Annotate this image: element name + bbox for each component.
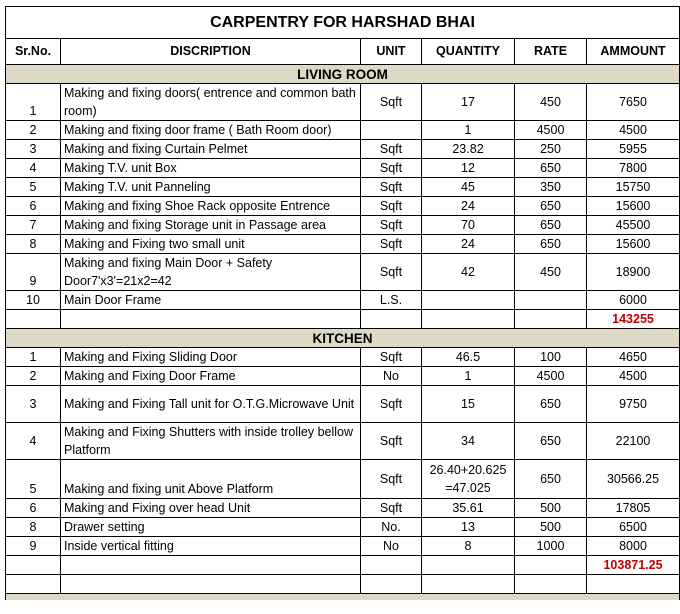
description-cell: Making and fixing door frame ( Bath Room door) xyxy=(61,121,361,140)
unit-cell: No xyxy=(361,537,422,556)
unit-cell: Sqft xyxy=(361,84,422,121)
title-row xyxy=(6,7,680,39)
header-description: DISCRIPTION xyxy=(61,39,361,65)
rate-cell: 650 xyxy=(515,386,587,423)
quantity-cell: 45 xyxy=(422,178,515,197)
description-cell: Making and fixing Main Door + Safety Door7'x3'=21x2=42 xyxy=(61,254,361,291)
header-rate: RATE xyxy=(515,39,587,65)
table-row xyxy=(6,367,680,386)
quantity-cell: 8 xyxy=(422,537,515,556)
amount-cell: 15600 xyxy=(587,197,680,216)
rate-cell: 650 xyxy=(515,235,587,254)
rate-cell: 650 xyxy=(515,423,587,460)
table-row xyxy=(6,216,680,235)
description-cell: Making and fixing Curtain Pelmet xyxy=(61,140,361,159)
rate-cell: 500 xyxy=(515,518,587,537)
rate-cell: 450 xyxy=(515,254,587,291)
description-cell: Drawer setting xyxy=(61,518,361,537)
amount-cell: 15750 xyxy=(587,178,680,197)
sr-cell: 1 xyxy=(6,348,61,367)
quantity-cell: 13 xyxy=(422,518,515,537)
quantity-cell: 42 xyxy=(422,254,515,291)
amount-cell: 4500 xyxy=(587,367,680,386)
description-cell: Inside vertical fitting xyxy=(61,537,361,556)
unit-cell: Sqft xyxy=(361,159,422,178)
table-row xyxy=(6,499,680,518)
sr-cell: 10 xyxy=(6,291,61,310)
table-row xyxy=(6,537,680,556)
sr-cell: 8 xyxy=(6,235,61,254)
sr-cell: 9 xyxy=(6,254,61,291)
description-cell: Making and Fixing Tall unit for O.T.G.Microwave Unit xyxy=(61,386,361,423)
amount-cell: 4500 xyxy=(587,121,680,140)
amount-cell: 5955 xyxy=(587,140,680,159)
sheet-title: CARPENTRY FOR HARSHAD BHAI xyxy=(6,7,680,39)
quantity-cell: 15 xyxy=(422,386,515,423)
unit-cell: Sqft xyxy=(361,197,422,216)
amount-cell: 9750 xyxy=(587,386,680,423)
sr-cell: 6 xyxy=(6,499,61,518)
rate-cell xyxy=(515,291,587,310)
section-living-room xyxy=(6,65,680,84)
amount-cell: 6000 xyxy=(587,291,680,310)
amount-cell: 22100 xyxy=(587,423,680,460)
description-cell: Making and Fixing Shutters with inside trolley bellow Platform xyxy=(61,423,361,460)
rate-cell: 500 xyxy=(515,499,587,518)
header-row xyxy=(6,39,680,65)
sr-cell: 8 xyxy=(6,518,61,537)
header-quantity: QUANTITY xyxy=(422,39,515,65)
kitchen-total-row xyxy=(6,556,680,575)
unit-cell: Sqft xyxy=(361,499,422,518)
table-row xyxy=(6,159,680,178)
unit-cell: Sqft xyxy=(361,216,422,235)
sr-cell: 9 xyxy=(6,537,61,556)
quantity-cell: 24 xyxy=(422,235,515,254)
table-row xyxy=(6,423,680,460)
amount-cell: 6500 xyxy=(587,518,680,537)
sr-cell: 2 xyxy=(6,121,61,140)
sr-cell: 7 xyxy=(6,216,61,235)
quantity-cell: 17 xyxy=(422,84,515,121)
table-row xyxy=(6,84,680,121)
description-cell: Making and Fixing two small unit xyxy=(61,235,361,254)
rate-cell: 450 xyxy=(515,84,587,121)
table-row xyxy=(6,121,680,140)
unit-cell: No. xyxy=(361,518,422,537)
description-cell: Making and fixing Shoe Rack opposite Entrence xyxy=(61,197,361,216)
table-row xyxy=(6,518,680,537)
unit-cell: Sqft xyxy=(361,178,422,197)
amount-cell: 4650 xyxy=(587,348,680,367)
rate-cell: 650 xyxy=(515,460,587,499)
amount-cell: 15600 xyxy=(587,235,680,254)
header-amount: AMMOUNT xyxy=(587,39,680,65)
table-row xyxy=(6,178,680,197)
quantity-cell: 1 xyxy=(422,367,515,386)
table-row xyxy=(6,460,680,499)
table-row xyxy=(6,348,680,367)
kitchen-total: 103871.25 xyxy=(587,556,680,575)
unit-cell: Sqft xyxy=(361,423,422,460)
rate-cell: 250 xyxy=(515,140,587,159)
table-row xyxy=(6,235,680,254)
rate-cell: 100 xyxy=(515,348,587,367)
header-unit: UNIT xyxy=(361,39,422,65)
amount-cell: 8000 xyxy=(587,537,680,556)
description-cell: Making and Fixing Door Frame xyxy=(61,367,361,386)
sr-cell: 2 xyxy=(6,367,61,386)
living-total-row xyxy=(6,310,680,329)
amount-cell: 45500 xyxy=(587,216,680,235)
section-title: KITCHEN xyxy=(6,329,680,348)
table-row xyxy=(6,386,680,423)
sr-cell: 1 xyxy=(6,84,61,121)
living-room-total: 143255 xyxy=(587,310,680,329)
description-cell: Making and Fixing over head Unit xyxy=(61,499,361,518)
quantity-cell: 1 xyxy=(422,121,515,140)
description-cell: Making and fixing unit Above Platform xyxy=(61,460,361,499)
quantity-cell: 12 xyxy=(422,159,515,178)
unit-cell: Sqft xyxy=(361,254,422,291)
unit-cell: Sqft xyxy=(361,235,422,254)
quantity-cell xyxy=(422,291,515,310)
section-kitchen xyxy=(6,329,680,348)
sr-cell: 3 xyxy=(6,386,61,423)
unit-cell: Sqft xyxy=(361,348,422,367)
amount-cell: 7650 xyxy=(587,84,680,121)
sr-cell: 4 xyxy=(6,423,61,460)
description-cell: Making and fixing doors( entrence and common bath room) xyxy=(61,84,361,121)
rate-cell: 4500 xyxy=(515,121,587,140)
quantity-cell: 70 xyxy=(422,216,515,235)
unit-cell: No xyxy=(361,367,422,386)
sr-cell: 5 xyxy=(6,178,61,197)
rate-cell: 650 xyxy=(515,216,587,235)
description-cell: Making and fixing Storage unit in Passage area xyxy=(61,216,361,235)
table-row xyxy=(6,140,680,159)
description-cell: Main Door Frame xyxy=(61,291,361,310)
carpentry-estimate-table xyxy=(5,6,680,600)
description-cell: Making T.V. unit Panneling xyxy=(61,178,361,197)
description-cell: Making T.V. unit Box xyxy=(61,159,361,178)
sr-cell: 4 xyxy=(6,159,61,178)
amount-cell: 17805 xyxy=(587,499,680,518)
sr-cell: 5 xyxy=(6,460,61,499)
unit-cell: Sqft xyxy=(361,460,422,499)
header-sr: Sr.No. xyxy=(6,39,61,65)
unit-cell: Sqft xyxy=(361,386,422,423)
table-row xyxy=(6,254,680,291)
table-row xyxy=(6,291,680,310)
unit-cell: Sqft xyxy=(361,140,422,159)
quantity-cell: 34 xyxy=(422,423,515,460)
table-row xyxy=(6,197,680,216)
rate-cell: 1000 xyxy=(515,537,587,556)
unit-cell: L.S. xyxy=(361,291,422,310)
empty-row xyxy=(6,575,680,594)
rate-cell: 4500 xyxy=(515,367,587,386)
rate-cell: 350 xyxy=(515,178,587,197)
section-title: LIVING ROOM xyxy=(6,65,680,84)
quantity-cell: 46.5 xyxy=(422,348,515,367)
unit-cell xyxy=(361,121,422,140)
quantity-cell: 24 xyxy=(422,197,515,216)
amount-cell: 7800 xyxy=(587,159,680,178)
amount-cell: 30566.25 xyxy=(587,460,680,499)
quantity-cell: 26.40+20.625 =47.025 xyxy=(422,460,515,499)
sr-cell: 6 xyxy=(6,197,61,216)
quantity-cell: 35.61 xyxy=(422,499,515,518)
amount-cell: 18900 xyxy=(587,254,680,291)
next-section-band xyxy=(6,594,680,601)
description-cell: Making and Fixing Sliding Door xyxy=(61,348,361,367)
quantity-cell: 23.82 xyxy=(422,140,515,159)
rate-cell: 650 xyxy=(515,197,587,216)
sr-cell: 3 xyxy=(6,140,61,159)
rate-cell: 650 xyxy=(515,159,587,178)
